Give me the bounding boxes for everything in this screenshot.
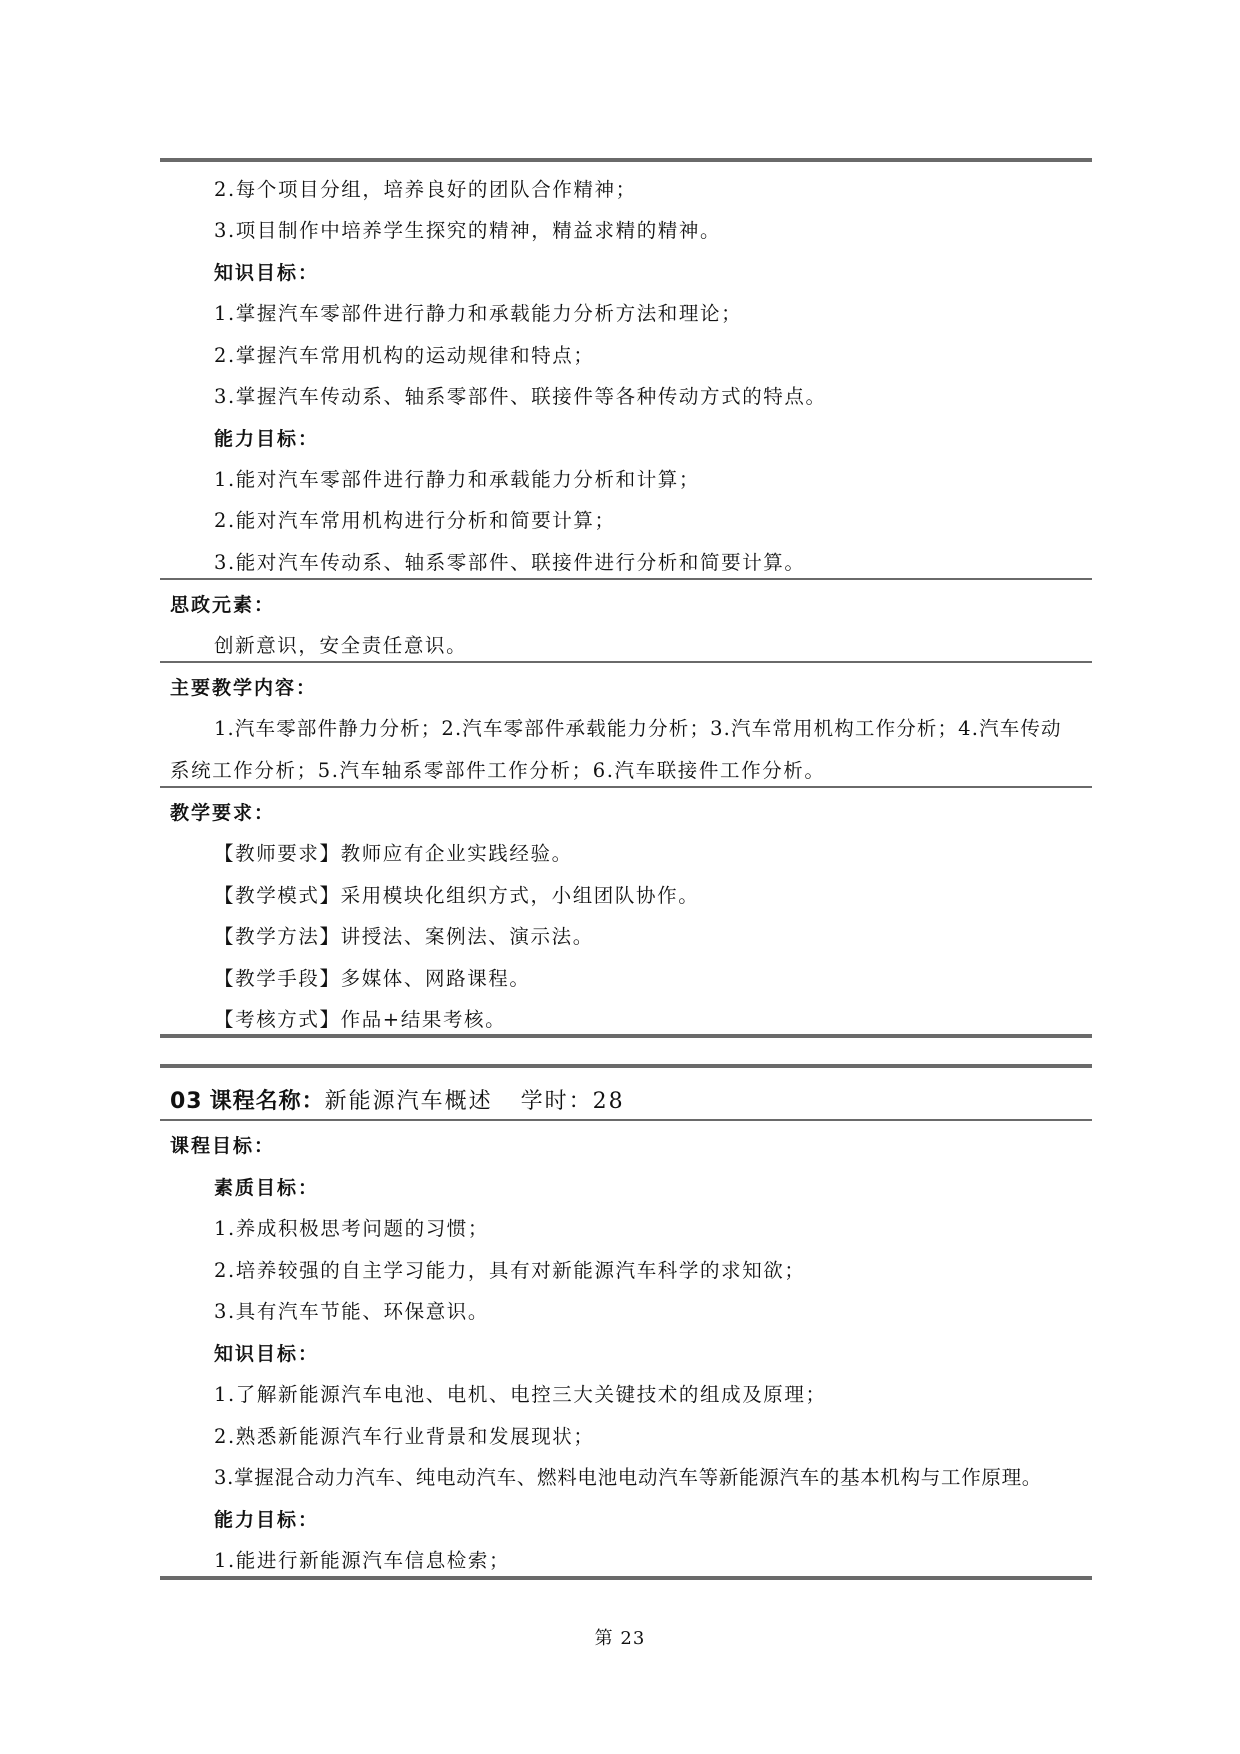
requirement-item: 【教学手段】多媒体、网路课程。 [214,967,531,990]
knowledge-item: 1.了解新能源汽车电池、电机、电控三大关键技术的组成及原理； [214,1383,827,1406]
knowledge-heading: 知识目标： [214,1343,320,1365]
content-text: 系统工作分析；5.汽车轴系零部件工作分析；6.汽车联接件工作分析。 [170,759,826,782]
top-rule [160,158,1092,162]
quality-item: 2.培养较强的自主学习能力，具有对新能源汽车科学的求知欲； [214,1259,806,1282]
course-title [170,1088,625,1116]
ideology-heading: 思政元素： [170,594,276,616]
requirement-item: 【教学方法】讲授法、案例法、演示法。 [214,925,594,948]
ability-heading: 能力目标： [214,1509,320,1531]
course-name-label: 课程名称： [209,1089,325,1114]
page-number: 第 23 [594,1628,646,1649]
quality-heading: 素质目标： [214,1177,320,1199]
requirement-item: 【教师要求】教师应有企业实践经验。 [214,842,573,865]
quality-item: 2.每个项目分组，培养良好的团队合作精神； [214,178,637,201]
requirement-item: 【考核方式】作品+结果考核。 [214,1008,507,1031]
quality-item: 3.具有汽车节能、环保意识。 [214,1300,490,1323]
knowledge-item: 1.掌握汽车零部件进行静力和承载能力分析方法和理论； [214,302,743,325]
course-name-value: 新能源汽车概述 [324,1089,493,1114]
knowledge-item: 2.熟悉新能源汽车行业背景和发展现状； [214,1425,595,1448]
section-start-rule [160,1064,1092,1068]
ability-item: 1.能对汽车零部件进行静力和承载能力分析和计算； [214,468,701,491]
ability-item: 3.能对汽车传动系、轴系零部件、联接件进行分析和简要计算。 [214,551,806,574]
divider [160,786,1092,788]
knowledge-heading: 知识目标： [214,262,320,284]
knowledge-item: 3.掌握混合动力汽车、纯电动汽车、燃料电池电动汽车等新能源汽车的基本机构与工作原理。 [214,1466,1043,1489]
divider [160,578,1092,580]
content-text: 1.汽车零部件静力分析；2.汽车零部件承载能力分析；3.汽车常用机构工作分析；4.汽车传动 [214,717,1062,740]
ideology-text: 创新意识，安全责任意识。 [214,634,468,657]
course-hours-value: 28 [592,1089,625,1114]
section-end-rule [160,1034,1092,1038]
requirement-item: 【教学模式】采用模块化组织方式，小组团队协作。 [214,884,700,907]
bottom-rule [160,1576,1092,1580]
course-hours-label: 学时： [520,1089,593,1114]
knowledge-item: 2.掌握汽车常用机构的运动规律和特点； [214,344,595,367]
divider [160,1119,1092,1121]
content-heading: 主要教学内容： [170,677,318,699]
knowledge-item: 3.掌握汽车传动系、轴系零部件、联接件等各种传动方式的特点。 [214,385,827,408]
divider [160,661,1092,663]
quality-item: 3.项目制作中培养学生探究的精神，精益求精的精神。 [214,219,722,242]
ability-item: 2.能对汽车常用机构进行分析和简要计算； [214,509,616,532]
course-number: 03 [170,1089,203,1114]
goals-heading: 课程目标： [170,1135,276,1157]
ability-heading: 能力目标： [214,428,320,450]
requirements-heading: 教学要求： [170,802,276,824]
ability-item: 1.能进行新能源汽车信息检索； [214,1549,511,1572]
quality-item: 1.养成积极思考问题的习惯； [214,1217,490,1240]
